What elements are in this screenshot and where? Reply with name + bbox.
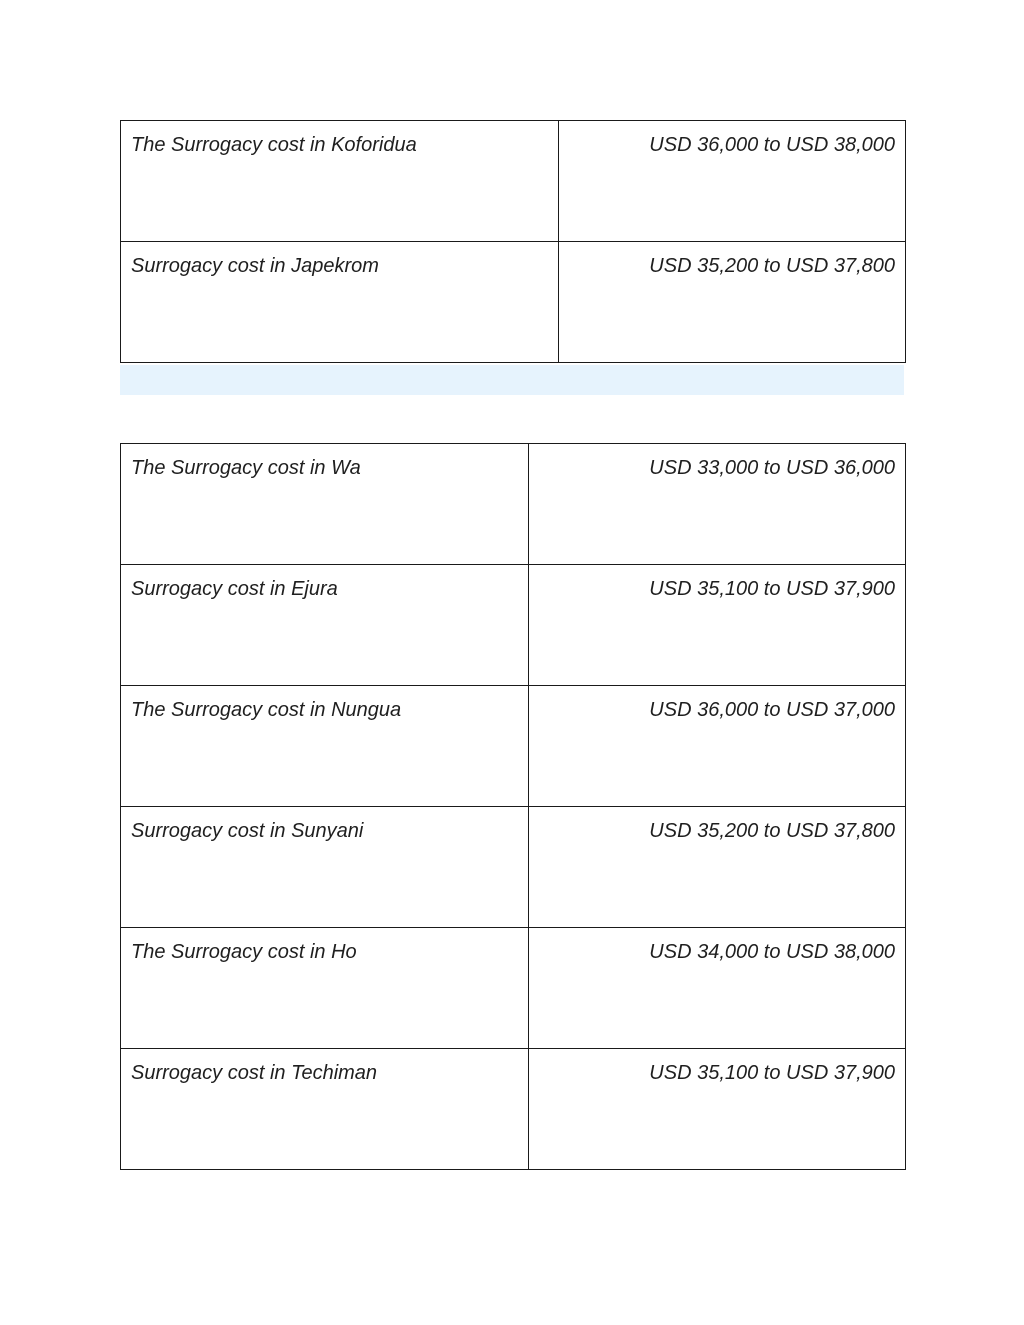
cost-cell: USD 35,200 to USD 37,800: [529, 807, 906, 928]
table-row: [121, 1049, 906, 1170]
location-cell: Surrogacy cost in Techiman: [121, 1049, 529, 1170]
cost-cell: USD 34,000 to USD 38,000: [529, 928, 906, 1049]
cost-table-1: [120, 120, 906, 363]
table-row: [121, 928, 906, 1049]
location-cell: The Surrogacy cost in Ho: [121, 928, 529, 1049]
cost-table-2: [120, 443, 906, 1170]
cost-cell: USD 36,000 to USD 37,000: [529, 686, 906, 807]
table-row: [121, 121, 906, 242]
table-row: [121, 444, 906, 565]
location-cell: Surrogacy cost in Sunyani: [121, 807, 529, 928]
cost-cell: USD 36,000 to USD 38,000: [559, 121, 906, 242]
highlight-band: [120, 365, 904, 395]
cost-cell: USD 35,200 to USD 37,800: [559, 242, 906, 363]
location-cell: The Surrogacy cost in Koforidua: [121, 121, 559, 242]
cost-cell: USD 35,100 to USD 37,900: [529, 565, 906, 686]
cost-cell: USD 33,000 to USD 36,000: [529, 444, 906, 565]
table-row: [121, 807, 906, 928]
location-cell: Surrogacy cost in Ejura: [121, 565, 529, 686]
location-cell: The Surrogacy cost in Wa: [121, 444, 529, 565]
location-cell: The Surrogacy cost in Nungua: [121, 686, 529, 807]
table-row: [121, 242, 906, 363]
location-cell: Surrogacy cost in Japekrom: [121, 242, 559, 363]
cost-cell: USD 35,100 to USD 37,900: [529, 1049, 906, 1170]
table-row: [121, 686, 906, 807]
table-row: [121, 565, 906, 686]
